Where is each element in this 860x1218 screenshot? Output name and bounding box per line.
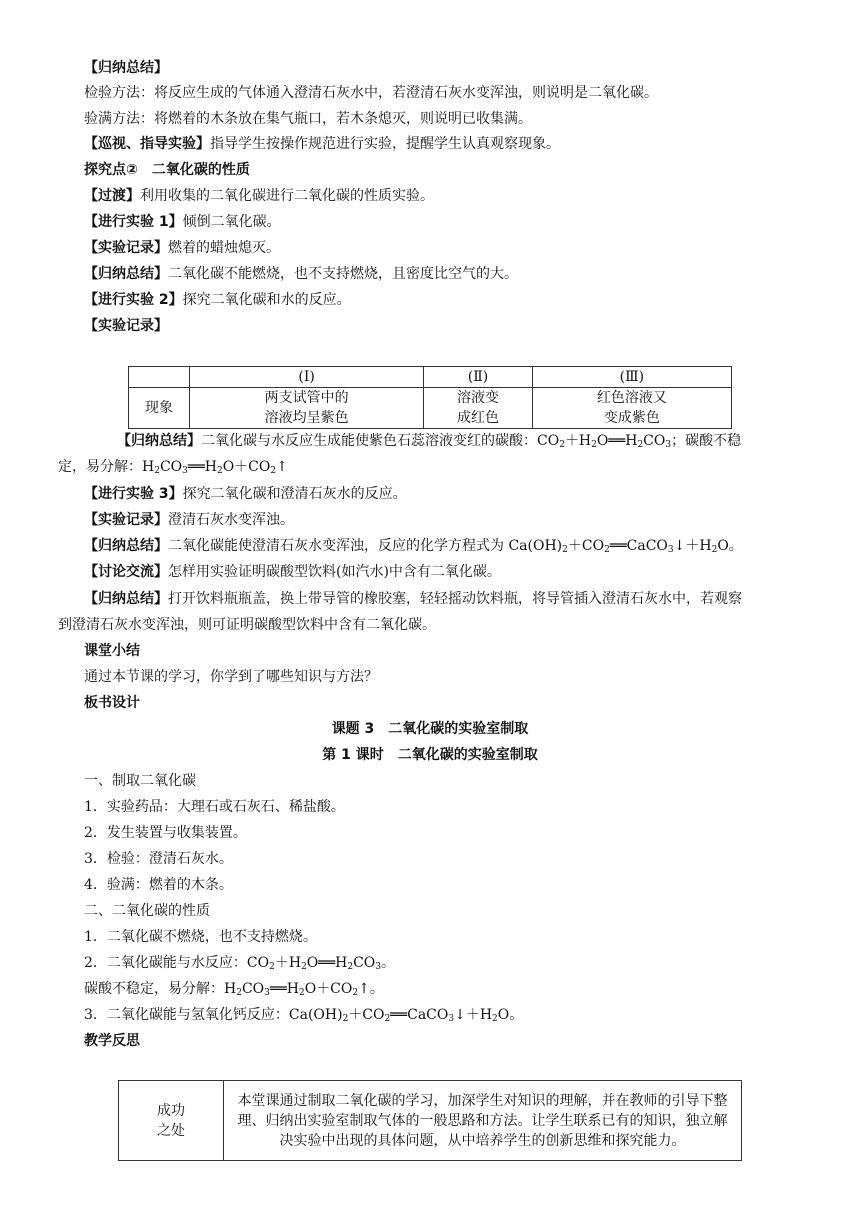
subscript: 2: [562, 545, 568, 555]
table-cell-2-line2: 成红色: [456, 410, 499, 426]
summary-2-heading: 【归纳总结】: [117, 433, 201, 449]
section-title-properties: 探究点② 二氧化碳的性质: [84, 162, 250, 178]
text-fragment: O＋CO: [222, 459, 271, 475]
record-1: [84, 239, 812, 257]
text-fragment: 碳酸不稳定，易分解：H: [84, 981, 237, 997]
subscript: 2: [154, 466, 160, 476]
discussion-heading: 【讨论交流】: [84, 564, 168, 580]
table-cell-1-line2: 溶液均呈紫色: [264, 410, 349, 426]
subscript: 2: [352, 988, 359, 998]
text-fragment: O══H: [596, 433, 638, 449]
subscript: 3: [375, 962, 382, 972]
text-fragment: ══CaCO: [390, 1007, 449, 1023]
experiment-1-text: 倾倒二氧化碳。: [182, 214, 281, 230]
summary-3: [84, 537, 812, 555]
board-topic: 课题 3 二氧化碳的实验室制取: [331, 721, 529, 737]
full-check-text: 验满方法：将燃着的木条放在集气瓶口，若木条熄灭，则说明已收集满。: [84, 111, 532, 127]
subscript: 2: [711, 545, 718, 555]
subscript: 2: [604, 545, 610, 555]
subscript: 2: [270, 466, 277, 476]
subscript: 2: [637, 440, 644, 450]
board-part-1: 一、制取二氧化碳: [84, 773, 196, 789]
reflection-text-cell: 本堂课通过制取二氧化碳的学习，加深学生对知识的理解，并在教师的引导下整理、归纳出实验室制取气体的一般思路和方法。让学生联系已有的知识，独立解决实验中出现的具体问题，从中培养学生的创新思维和探究能力。: [224, 1081, 742, 1161]
reflection-label-line1: 成功: [157, 1102, 185, 1119]
subscript: 2: [269, 962, 275, 972]
text-fragment: CO: [353, 955, 376, 971]
text-fragment: CO: [159, 459, 183, 475]
text-fragment: ↑: [276, 459, 288, 475]
board-item-1-3: 3．检验：澄清石灰水。: [84, 851, 233, 867]
transition-paragraph: [84, 187, 812, 205]
summary-1-text: 二氧化碳不能燃烧，也不支持燃烧，且密度比空气的大。: [168, 266, 518, 282]
text-fragment: 定，易分解：H: [58, 459, 155, 475]
guidance-heading: 【巡视、指导实验】: [84, 136, 210, 152]
record-1-text: 燃着的蜡烛熄灭。: [168, 240, 280, 256]
experiment-2-heading: 【进行实验 2】: [84, 292, 183, 308]
experiment-2: [84, 291, 812, 309]
table-header-3: (Ⅲ): [532, 367, 731, 388]
board-item-2-2b: [84, 980, 812, 998]
text-fragment: O。: [497, 1007, 524, 1023]
summary-4-line1: [84, 590, 812, 608]
board-item-2-2: [84, 954, 812, 972]
experiment-3-heading: 【进行实验 3】: [84, 486, 183, 502]
discussion: [84, 563, 812, 581]
guidance-text: 指导学生按操作规范进行实验，提醒学生认真观察现象。: [210, 136, 560, 152]
table-cell-1-line1: 两支试管中的: [264, 390, 349, 406]
board-item-1-1: 1．实验药品：大理石或石灰石、稀盐酸。: [84, 799, 345, 815]
text-fragment: O。: [717, 538, 743, 554]
text-fragment: CO: [643, 433, 666, 449]
text-fragment: ↓＋H: [673, 538, 712, 554]
subscript: 2: [236, 988, 242, 998]
subscript: 2: [342, 1014, 349, 1024]
text-fragment: ＋CO: [348, 1007, 385, 1023]
text-fragment: ；碳酸不稳: [671, 433, 742, 449]
text-fragment: CO: [241, 981, 265, 997]
summary-4-heading: 【归纳总结】: [84, 591, 168, 607]
summary-4-text-1: 打开饮料瓶瓶盖，换上带导管的橡胶塞，轻轻摇动饮料瓶，将导管插入澄清石灰水中，若观察: [168, 591, 742, 607]
test-method-text: 检验方法：将反应生成的气体通入澄清石灰水中，若澄清石灰水变浑浊，则说明是二氧化碳。: [84, 85, 658, 101]
table-header-1: (Ⅰ): [189, 367, 423, 388]
reflection-label-line2: 之处: [157, 1122, 185, 1139]
table-cell-3-line1: 红色溶液又: [596, 390, 667, 406]
board-design-title: 板书设计: [84, 695, 140, 711]
text-fragment: O══H: [306, 955, 348, 971]
subscript: 3: [667, 545, 674, 555]
text-fragment: O＋CO: [304, 981, 353, 997]
board-item-2-1: 1．二氧化碳不燃烧，也不支持燃烧。: [84, 929, 317, 945]
text-fragment: ＋H: [274, 955, 302, 971]
subscript: 3: [264, 988, 270, 998]
table-cell-2-line1: 溶液变: [456, 390, 499, 406]
table-cell-1: [189, 388, 423, 429]
transition-text: 利用收集的二氧化碳进行二氧化碳的性质实验。: [140, 188, 434, 204]
table-cell-3-line2: 变成紫色: [603, 410, 660, 426]
text-fragment: ↓＋H: [454, 1007, 493, 1023]
reflection-table: [118, 1080, 742, 1161]
reflection-label-cell: [119, 1081, 224, 1161]
record-3-text: 澄清石灰水变浑浊。: [168, 512, 294, 528]
text-fragment: 2．二氧化碳能与水反应：CO: [84, 955, 270, 971]
experiment-2-text: 探究二氧化碳和水的反应。: [182, 292, 351, 308]
observation-table: [128, 366, 732, 429]
board-item-2-3: [84, 1006, 812, 1024]
summary-3-heading: 【归纳总结】: [84, 538, 168, 554]
table-corner-cell: [129, 367, 190, 388]
subscript: 3: [448, 1014, 455, 1024]
board-item-1-4: 4．验满：燃着的木条。: [84, 877, 233, 893]
experiment-3-text: 探究二氧化碳和澄清石灰水的反应。: [182, 486, 407, 502]
summary-1-heading: 【归纳总结】: [84, 266, 168, 282]
text-fragment: ══H: [269, 981, 299, 997]
class-summary-text: 通过本节课的学习，你学到了哪些知识与方法？: [84, 669, 378, 685]
board-lesson: 第 1 课时 二氧化碳的实验室制取: [322, 747, 538, 763]
board-part-2: 二、二氧化碳的性质: [84, 903, 210, 919]
subscript: 2: [591, 440, 597, 450]
summary-2-line2: [58, 458, 812, 476]
subscript: 2: [298, 988, 305, 998]
summary-heading: 【归纳总结】: [84, 60, 168, 76]
guidance-paragraph: [84, 135, 812, 153]
text-fragment: ＋CO: [567, 538, 605, 554]
text-fragment: ＋H: [564, 433, 592, 449]
experiment-1-heading: 【进行实验 1】: [84, 214, 183, 230]
record-2-heading: 【实验记录】: [84, 318, 168, 334]
record-1-heading: 【实验记录】: [84, 240, 168, 256]
reflection-title: 教学反思: [84, 1033, 140, 1049]
transition-heading: 【过渡】: [84, 188, 140, 204]
summary-4-line2: 到澄清石灰水变浑浊，则可证明碳酸型饮料中含有二氧化碳。: [58, 617, 436, 633]
subscript: 2: [347, 962, 354, 972]
summary-1: [84, 265, 812, 283]
subscript: 2: [301, 962, 307, 972]
subscript: 2: [384, 1014, 391, 1024]
table-cell-2: [424, 388, 532, 429]
record-3: [84, 511, 812, 529]
board-item-1-2: 2．发生装置与收集装置。: [84, 825, 247, 841]
text-fragment: ══H: [187, 459, 217, 475]
table-cell-3: [532, 388, 731, 429]
text-fragment: ↑。: [358, 981, 384, 997]
experiment-3: [84, 485, 812, 503]
class-summary-title: 课堂小结: [84, 643, 140, 659]
discussion-text: 怎样用实验证明碳酸型饮料(如汽水)中含有二氧化碳。: [168, 564, 501, 580]
subscript: 3: [665, 440, 672, 450]
experiment-1: [84, 213, 812, 231]
subscript: 2: [492, 1014, 498, 1024]
record-3-heading: 【实验记录】: [84, 512, 168, 528]
text-fragment: ══CaCO: [609, 538, 668, 554]
subscript: 2: [216, 466, 223, 476]
summary-2-line1: [117, 432, 812, 450]
text-fragment: 二氧化碳与水反应生成能使紫色石蕊溶液变红的碳酸：CO: [201, 433, 560, 449]
table-header-2: (Ⅱ): [424, 367, 532, 388]
table-row-label: 现象: [129, 388, 190, 429]
text-fragment: 。: [381, 955, 396, 971]
subscript: 3: [182, 466, 188, 476]
text-fragment: 3．二氧化碳能与氢氧化钙反应：Ca(OH): [84, 1007, 343, 1023]
text-fragment: 二氧化碳能使澄清石灰水变浑浊，反应的化学方程式为 Ca(OH): [168, 538, 563, 554]
subscript: 2: [559, 440, 565, 450]
